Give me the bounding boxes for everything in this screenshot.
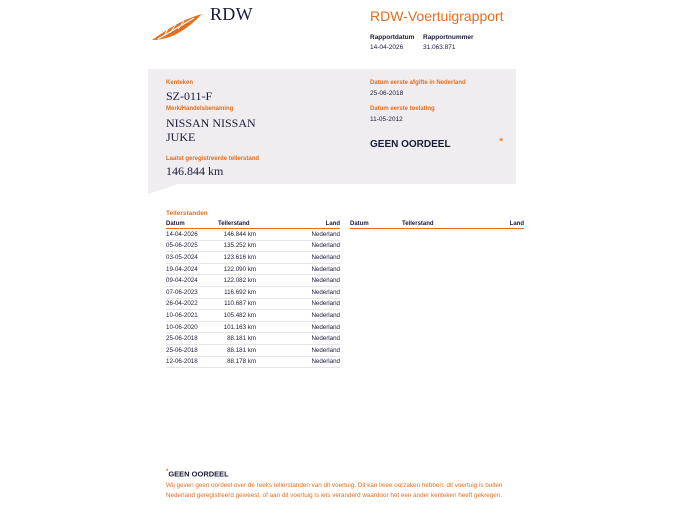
row-km: 135.252 km xyxy=(223,242,256,250)
row-date: 19-04-2024 xyxy=(166,265,198,273)
row-km: 122.090 km xyxy=(223,265,256,273)
row-land: Nederland xyxy=(311,358,340,366)
col-date: Datum xyxy=(350,221,369,227)
table-row xyxy=(166,287,340,299)
table-row xyxy=(166,333,340,345)
table-row xyxy=(166,345,340,357)
table-row xyxy=(166,357,340,369)
verdict-text: GEEN OORDEEL xyxy=(370,139,451,150)
merk-value-line2: JUKE xyxy=(166,130,196,144)
meta-report-date xyxy=(370,34,414,51)
row-land: Nederland xyxy=(311,335,340,343)
meta-label: Rapportnummer xyxy=(423,34,474,41)
row-km: 101.163 km xyxy=(223,323,256,331)
table-row xyxy=(166,310,340,322)
row-date: 09-04-2024 xyxy=(166,277,198,285)
meta-report-number xyxy=(423,34,474,51)
row-km: 123.616 km xyxy=(223,253,256,261)
merk-label: Merk/Handelsbenaming xyxy=(166,106,234,112)
row-land: Nederland xyxy=(311,265,340,273)
col-km: Tellerstand xyxy=(402,221,434,227)
row-date: 25-06-2018 xyxy=(166,346,198,354)
meta-label: Rapportdatum xyxy=(370,34,415,41)
row-land: Nederland xyxy=(311,300,340,308)
table-header xyxy=(350,220,524,229)
toelating-label: Datum eerste toelating xyxy=(370,106,435,112)
row-land: Nederland xyxy=(311,311,340,319)
readings-table-right xyxy=(350,220,524,229)
row-land: Nederland xyxy=(311,346,340,354)
col-land: Land xyxy=(325,221,340,227)
row-date: 07-06-2023 xyxy=(166,288,198,296)
table-row xyxy=(166,229,340,241)
afgifte-value: 25-06-2018 xyxy=(370,90,404,97)
row-km: 146.844 km xyxy=(223,230,256,238)
row-date: 26-04-2022 xyxy=(166,300,198,308)
table-row xyxy=(166,264,340,276)
row-date: 05-06-2025 xyxy=(166,242,198,250)
row-km: 88.178 km xyxy=(227,358,256,366)
row-km: 110.687 km xyxy=(224,300,256,308)
readings-table-left xyxy=(166,220,340,368)
row-date: 14-04-2026 xyxy=(166,230,198,238)
table-row xyxy=(166,322,340,334)
row-date: 12-06-2018 xyxy=(166,358,198,366)
row-land: Nederland xyxy=(311,253,340,261)
teller-value: 146.844 km xyxy=(166,164,224,178)
footnote-title xyxy=(166,469,229,479)
table-row xyxy=(166,252,340,264)
toelating-value: 11-05-2012 xyxy=(370,116,403,123)
table-row xyxy=(166,275,340,287)
meta-value: 31.063.871 xyxy=(423,44,456,51)
table-header xyxy=(166,220,340,229)
row-km: 116.692 km xyxy=(224,288,256,296)
rdw-feather-logo-icon xyxy=(150,10,206,44)
afgifte-label: Datum eerste afgifte in Nederland xyxy=(370,80,466,86)
col-land: Land xyxy=(509,221,524,227)
teller-label: Laatst geregistreerde tellerstand xyxy=(166,156,260,162)
row-land: Nederland xyxy=(311,230,340,238)
row-date: 03-05-2024 xyxy=(166,253,198,261)
kenteken-label: Kenteken xyxy=(166,80,194,86)
row-km: 88.181 km xyxy=(227,346,256,354)
footnote-text: Wij geven geen oordeel over de reeks tellerstanden van dit voertuig. Dit kan twee oorzaken hebben: dit voertuig is buiten Nederland geregistreerd geweest, of aan dit voertuig is iets veranderd waardoor het een ander kenteken heeft gekregen. xyxy=(166,482,503,500)
brand-name: RDW xyxy=(210,4,253,24)
row-km: 105.482 km xyxy=(223,311,256,319)
footnote-asterisk: * xyxy=(166,469,169,475)
row-land: Nederland xyxy=(311,323,340,331)
meta-value: 14-04-2026 xyxy=(370,44,404,51)
row-date: 25-06-2018 xyxy=(166,335,198,343)
table-row xyxy=(166,241,340,253)
report-title: RDW-Voertuigrapport xyxy=(370,8,504,24)
verdict-asterisk: * xyxy=(499,136,504,148)
row-km: 88.181 km xyxy=(227,335,256,343)
row-date: 10-06-2021 xyxy=(166,311,198,319)
card-tail-decoration xyxy=(148,184,178,194)
table-row xyxy=(166,299,340,311)
merk-value-line1: NISSAN NISSAN xyxy=(166,116,256,130)
kenteken-value: SZ-011-F xyxy=(166,89,213,103)
row-land: Nederland xyxy=(311,288,340,296)
footnote-title-text: GEEN OORDEEL xyxy=(168,469,229,479)
row-km: 122.082 km xyxy=(223,277,256,285)
row-land: Nederland xyxy=(311,242,340,250)
row-land: Nederland xyxy=(311,277,340,285)
col-date: Datum xyxy=(166,221,185,227)
readings-title: Tellerstanden xyxy=(166,210,208,217)
row-date: 10-06-2020 xyxy=(166,323,198,331)
col-km: Tellerstand xyxy=(218,221,250,227)
